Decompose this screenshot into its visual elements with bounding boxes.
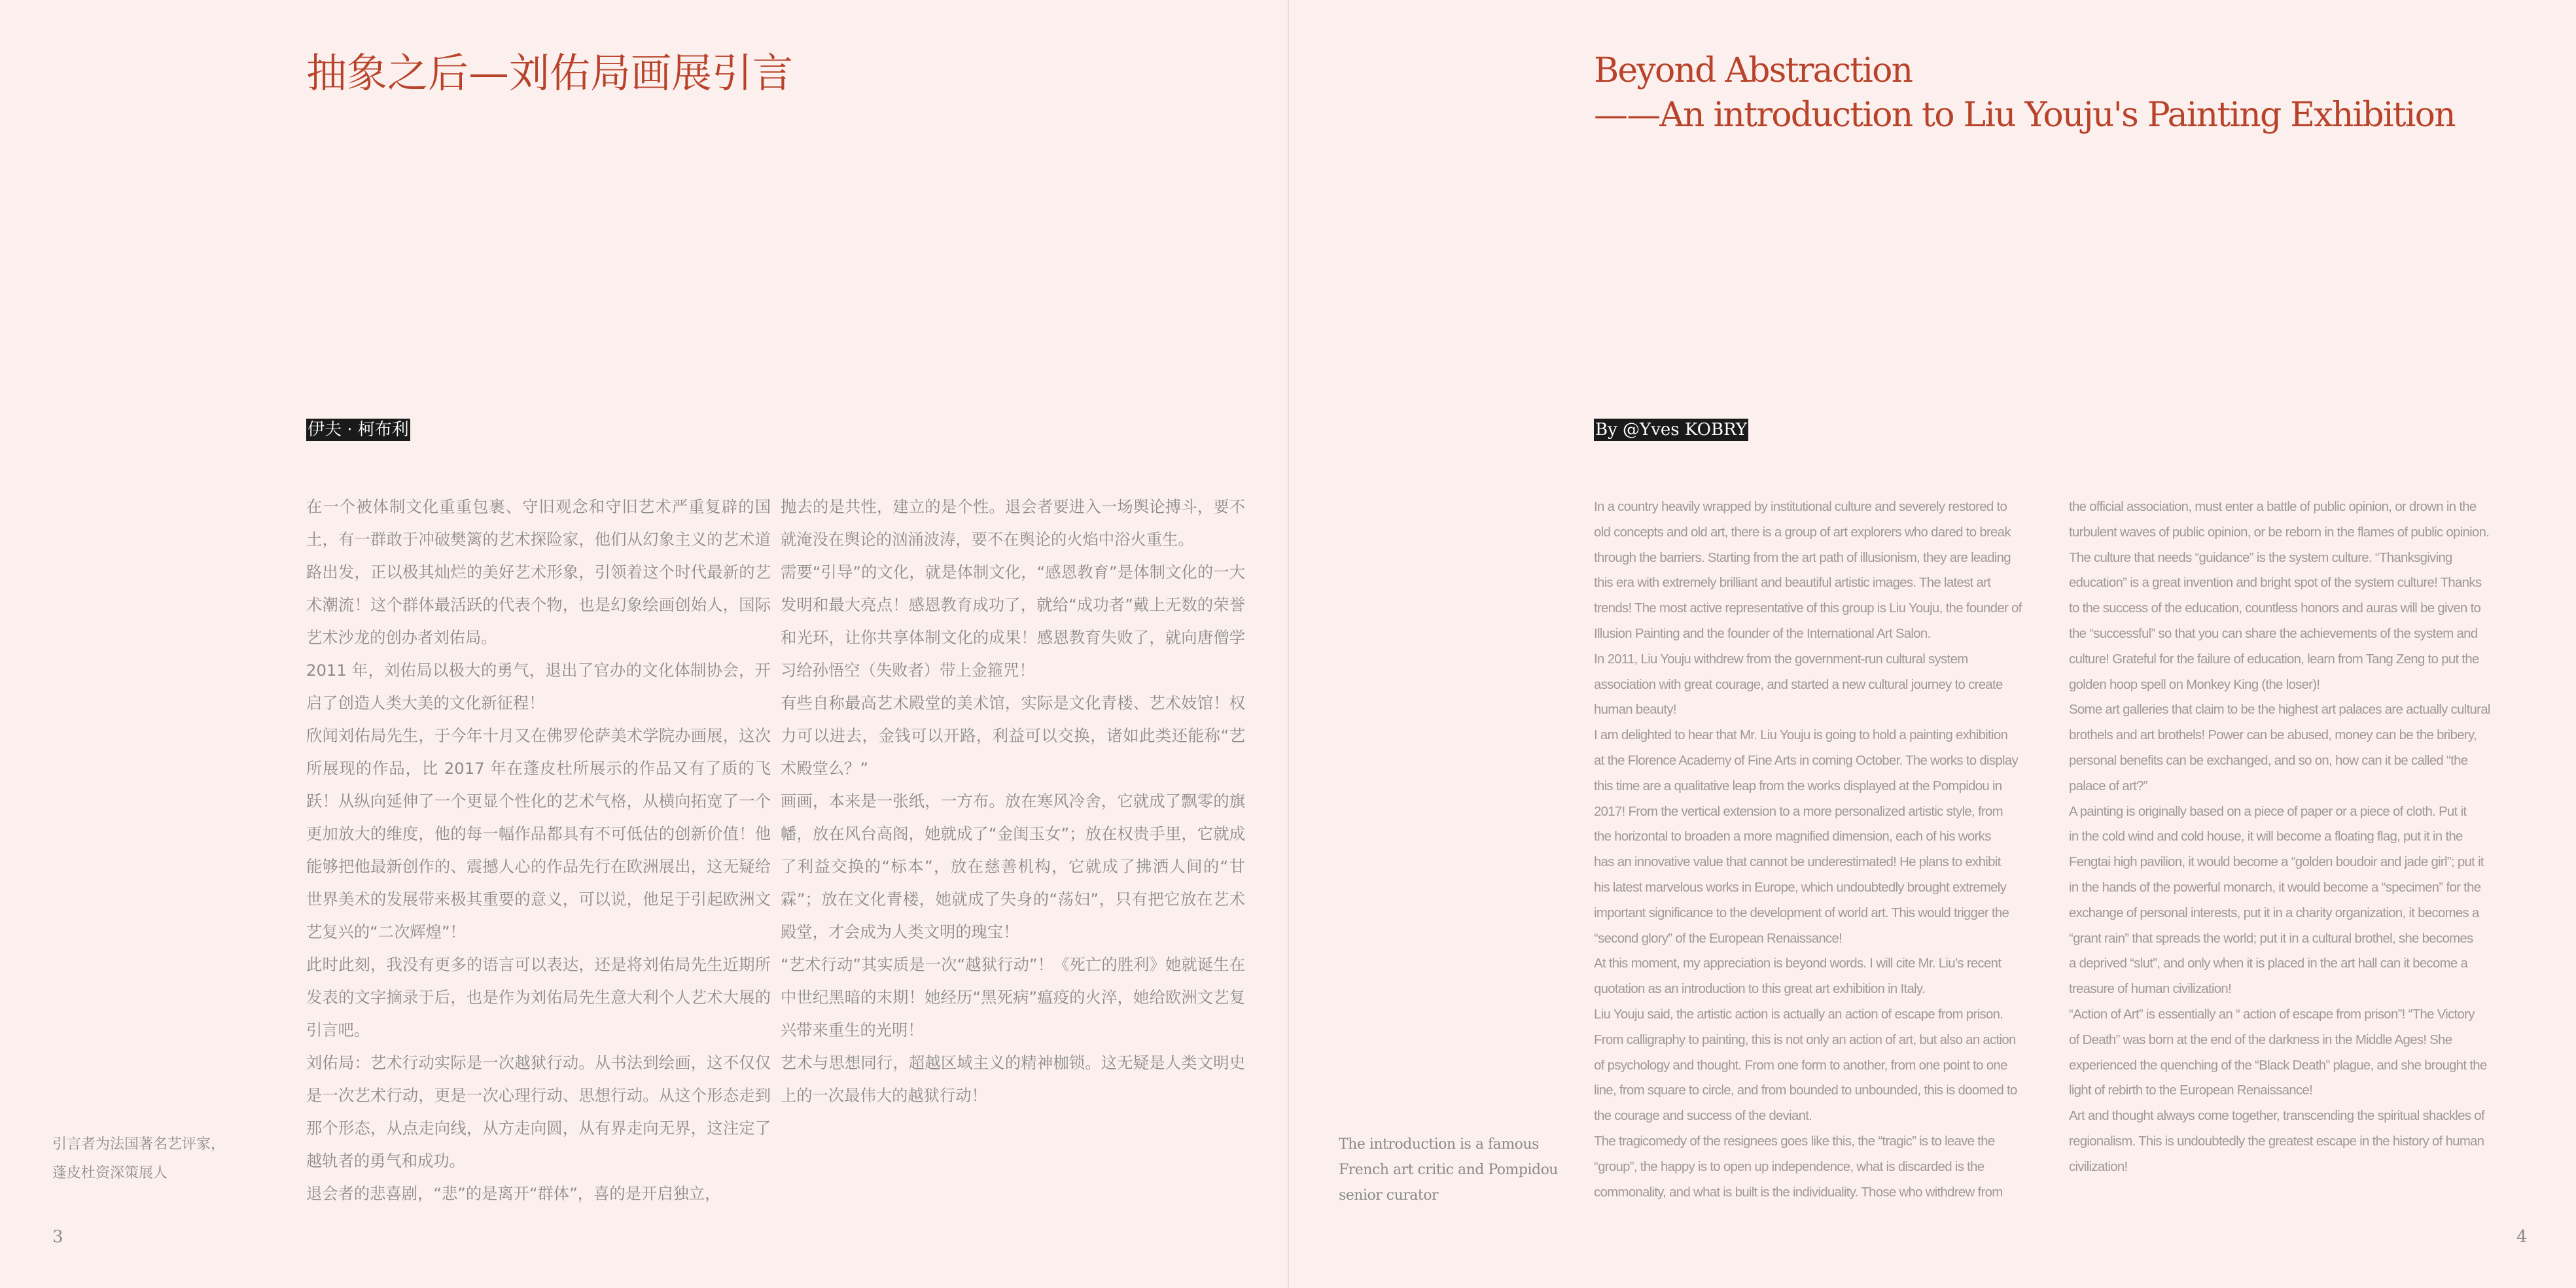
english-text-line: a deprived “slut”, and only when it is placed in the art hall can it become a bbox=[2069, 956, 2468, 971]
english-text-line: in the cold wind and cold house, it will become a floating flag, put it in the bbox=[2069, 829, 2463, 844]
english-text-line: “grant rain” that spreads the world; put it in a cultural brothel, she becomes bbox=[2069, 931, 2473, 946]
english-text-line: turbulent waves of public opinion, or be reborn in the flames of public opinion. bbox=[2069, 525, 2490, 540]
english-text-line: treasure of human civilization! bbox=[2069, 982, 2232, 997]
english-text-line: personal benefits can be exchanged, and so on, how can it be called “the bbox=[2069, 753, 2468, 768]
english-text-line: through the barriers. Starting from the art path of illusionism, they are leading bbox=[1594, 550, 2011, 565]
english-text-line: At this moment, my appreciation is beyond words. I will cite Mr. Liu’s recent bbox=[1594, 956, 2002, 971]
english-text-line: to the success of the education, countless honors and auras will be given to bbox=[2069, 601, 2481, 616]
title-line-2: ——An introduction to Liu Youju's Painting Exhibition bbox=[1594, 96, 2455, 135]
sidenote-line: senior curator bbox=[1339, 1187, 1438, 1204]
english-text-line: education” is a great invention and bright spot of the system culture! Thanks bbox=[2069, 576, 2482, 591]
chinese-paragraph: 有些自称最高艺术殿堂的美术馆，实际是文化青楼、艺术妓馆！权力可以进去，金钱可以开路，利益可以交换，诸如此类还能称“艺术殿堂么？” bbox=[781, 693, 1245, 778]
english-text-line: brothels and art brothels! Power can be abused, money can be the bribery, bbox=[2069, 728, 2477, 743]
english-text-line: The tragicomedy of the resignees goes like this, the “tragic” is to leave the bbox=[1594, 1134, 1995, 1149]
english-text-line: in the hands of the powerful monarch, it would become a “specimen” for the bbox=[2069, 880, 2481, 895]
english-text-line: association with great courage, and started a new cultural journey to create bbox=[1594, 677, 2003, 692]
english-text-line: Some art galleries that claim to be the highest art palaces are actually cultural bbox=[2069, 703, 2490, 718]
english-text-line: quotation as an introduction to this great art exhibition in Italy. bbox=[1594, 982, 1925, 997]
sidenote-line: 引言者为法国著名艺评家， bbox=[52, 1136, 226, 1153]
chinese-paragraph: 刘佑局：艺术行动实际是一次越狱行动。从书法到绘画，这不仅仅是一次艺术行动，更是一次心理行动、思想行动。从这个形态走到那个形态，从点走向线，从方走向圆，从有界走向无界，这注定了越轨者的勇气和成功。 bbox=[306, 1053, 771, 1170]
page-title-chinese: 抽象之后—刘佑局画展引言 bbox=[306, 49, 794, 97]
chinese-paragraph: 退会者的悲喜剧，“悲”的是离开“群体”，喜的是开启独立， bbox=[306, 1184, 721, 1203]
page-number-left: 3 bbox=[52, 1227, 63, 1247]
english-text-line: Art and thought always come together, transcending the spiritual shackles of bbox=[2069, 1109, 2484, 1124]
sidenote-line: French art critic and Pompidou bbox=[1339, 1162, 1558, 1178]
english-text-line: golden hoop spell on Monkey King (the loser)! bbox=[2069, 677, 2320, 692]
chinese-paragraph: 抛去的是共性，建立的是个性。退会者要进入一场舆论搏斗，要不就淹没在舆论的汹涌波涛，要不在舆论的火焰中浴火重生。 bbox=[781, 497, 1245, 549]
english-text-line: regionalism. This is undoubtedly the greatest escape in the history of human bbox=[2069, 1134, 2484, 1149]
english-text-line: “group”, the happy is to open up independence, what is discarded is the bbox=[1594, 1159, 1985, 1174]
english-text-line: A painting is originally based on a piece of paper or a piece of cloth. Put it bbox=[2069, 804, 2467, 819]
english-text-line: “second glory” of the European Renaissance! bbox=[1594, 931, 1843, 946]
english-text-line: the “successful” so that you can share the achievements of the system and bbox=[2069, 626, 2478, 641]
page-spread-divider bbox=[1288, 0, 1289, 1288]
chinese-paragraph: 画画，本来是一张纸，一方布。放在寒风冷舍，它就成了飘零的旗幡，放在风台高阁，她就成了“金闺玉女”；放在权贵手里，它就成了利益交换的“标本”，放在慈善机构，它就成了拂洒人间的“甘霖”；放在文化青楼，她就成了失身的“荡妇”，只有把它放在艺术殿堂，才会成为人类文明的瑰宝！ bbox=[781, 792, 1245, 941]
english-text-line: line, from square to circle, and from bounded to unbounded, this is doomed to bbox=[1594, 1083, 2017, 1098]
english-text-line: “Action of Art” is essentially an “ action of escape from prison”! “The Victory bbox=[2069, 1007, 2475, 1022]
english-text-line: civilization! bbox=[2069, 1159, 2128, 1174]
chinese-paragraph: “艺术行动”其实质是一次“越狱行动”！《死亡的胜利》她就诞生在中世纪黑暗的末期！她经历“黑死病”瘟疫的火淬，她给欧洲文艺复兴带来重生的光明！ bbox=[781, 955, 1245, 1039]
english-text-line: at the Florence Academy of Fine Arts in coming October. The works to display bbox=[1594, 753, 2018, 768]
chinese-paragraph: 2011 年，刘佑局以极大的勇气，退出了官办的文化体制协会，开启了创造人类大美的文化新征程！ bbox=[306, 661, 771, 712]
english-text-line: 2017! From the vertical extension to a more personalized artistic style, from bbox=[1594, 804, 2003, 819]
english-text-line: human beauty! bbox=[1594, 703, 1676, 718]
english-text-line: old concepts and old art, there is a group of art explorers who dared to break bbox=[1594, 525, 2011, 540]
english-text-line: I am delighted to hear that Mr. Liu Youju is going to hold a painting exhibition bbox=[1594, 728, 2008, 743]
author-label-chinese: 伊夫 · 柯布利 bbox=[308, 420, 409, 440]
english-text-line: From calligraphy to painting, this is not only an action of art, but also an action bbox=[1594, 1032, 2016, 1047]
chinese-paragraph: 艺术与思想同行，超越区域主义的精神枷锁。这无疑是人类文明史上的一次最伟大的越狱行动！ bbox=[781, 1053, 1245, 1105]
english-text-line: Liu Youju said, the artistic action is actually an action of escape from prison. bbox=[1594, 1007, 2003, 1022]
chinese-paragraph: 在一个被体制文化重重包裹、守旧观念和守旧艺术严重复辟的国土，有一群敢于冲破樊篱的艺术探险家，他们从幻象主义的艺术道路出发，正以极其灿烂的美好艺术形象，引领着这个时代最新的艺术潮流！这个群体最活跃的代表个物，也是幻象绘画创始人，国际艺术沙龙的创办者刘佑局。 bbox=[306, 497, 771, 647]
english-text-line: of Death” was born at the end of the darkness in the Middle Ages! She bbox=[2069, 1032, 2452, 1047]
chinese-paragraph: 此时此刻，我没有更多的语言可以表达，还是将刘佑局先生近期所发表的文字摘录于后，也是作为刘佑局先生意大利个人艺术大展的引言吧。 bbox=[306, 955, 771, 1039]
english-text-line: commonality, and what is built is the individuality. Those who withdrew from bbox=[1594, 1185, 2003, 1200]
english-text-line: In a country heavily wrapped by institutional culture and severely restored to bbox=[1594, 500, 2007, 514]
sidenote-line: 蓬皮杜资深策展人 bbox=[52, 1165, 168, 1181]
english-text-line: experienced the quenching of the “Black Death” plague, and she brought the bbox=[2069, 1058, 2487, 1073]
english-body-column-1 bbox=[1594, 495, 2052, 1205]
chinese-paragraph: 需要“引导”的文化，就是体制文化，“感恩教育”是体制文化的一大发明和最大亮点！感恩教育成功了，就给“成功者”戴上无数的荣誉和光环，让你共享体制文化的成果！感恩教育失败了，就向唐僧学习给孙悟空（失败者）带上金箍咒！ bbox=[781, 563, 1245, 680]
english-text-line: The culture that needs “guidance” is the system culture. “Thanksgiving bbox=[2069, 550, 2452, 565]
english-text-line: the courage and success of the deviant. bbox=[1594, 1109, 1812, 1124]
english-text-line: of psychology and thought. From one form to another, from one point to one bbox=[1594, 1058, 2007, 1073]
english-text-line: this era with extremely brilliant and beautiful artistic images. The latest art bbox=[1594, 576, 1991, 591]
english-text-line: the horizontal to broaden a more magnified dimension, each of his works bbox=[1594, 829, 1991, 844]
english-body-column-2 bbox=[2069, 495, 2540, 1180]
chinese-paragraph: 欣闻刘佑局先生，于今年十月又在佛罗伦萨美术学院办画展，这次所展现的作品，比 2017 年在蓬皮杜所展示的作品又有了质的飞跃！从纵向延伸了一个更显个性化的艺术气格，从横向拓宽了一个更加放大的维度，他的每一幅作品都具有不可低估的创新价值！他能够把他最新创作的、震撼人心的作品先行在欧洲展出，这无疑给世界美术的发展带来极其重要的意义，可以说，他足于引起欧洲文艺复兴的“二次辉煌”！ bbox=[306, 726, 771, 941]
english-text-line: light of rebirth to the European Renaissance! bbox=[2069, 1083, 2313, 1098]
english-text-line: Illusion Painting and the founder of the International Art Salon. bbox=[1594, 626, 1931, 641]
english-text-line: In 2011, Liu Youju withdrew from the government-run cultural system bbox=[1594, 652, 1968, 667]
curator-sidenote-english bbox=[1339, 1132, 1561, 1208]
english-text-line: culture! Grateful for the failure of education, learn from Tang Zeng to put the bbox=[2069, 652, 2479, 667]
sidenote-line: The introduction is a famous bbox=[1339, 1136, 1539, 1153]
english-text-line: his latest marvelous works in Europe, which undoubtedly brought extremely bbox=[1594, 880, 2007, 895]
english-text-line: Fengtai high pavilion, it would become a “golden boudoir and jade girl”; put it bbox=[2069, 855, 2484, 870]
chinese-body-column-2 bbox=[781, 491, 1245, 1112]
english-text-line: important significance to the development of world art. This would trigger the bbox=[1594, 905, 2009, 920]
curator-sidenote-chinese bbox=[52, 1130, 262, 1188]
page-number-right: 4 bbox=[2516, 1227, 2528, 1247]
english-text-line: exchange of personal interests, put it in a charity organization, it becomes a bbox=[2069, 905, 2479, 920]
chinese-body-column-1 bbox=[306, 491, 771, 1210]
author-label-english: By @Yves KOBRY bbox=[1595, 420, 1747, 440]
english-text-line: trends! The most active representative of this group is Liu Youju, the founder of bbox=[1594, 601, 2022, 616]
english-text-line: the official association, must enter a battle of public opinion, or drown in the bbox=[2069, 500, 2477, 514]
english-text-line: this time are a qualitative leap from the works displayed at the Pompidou in bbox=[1594, 778, 2002, 793]
english-text-line: has an innovative value that cannot be underestimated! He plans to exhibit bbox=[1594, 855, 2001, 870]
english-text-line: palace of art?” bbox=[2069, 778, 2147, 793]
page-title-english bbox=[1594, 48, 2455, 137]
title-line-1: Beyond Abstraction bbox=[1594, 51, 1913, 90]
